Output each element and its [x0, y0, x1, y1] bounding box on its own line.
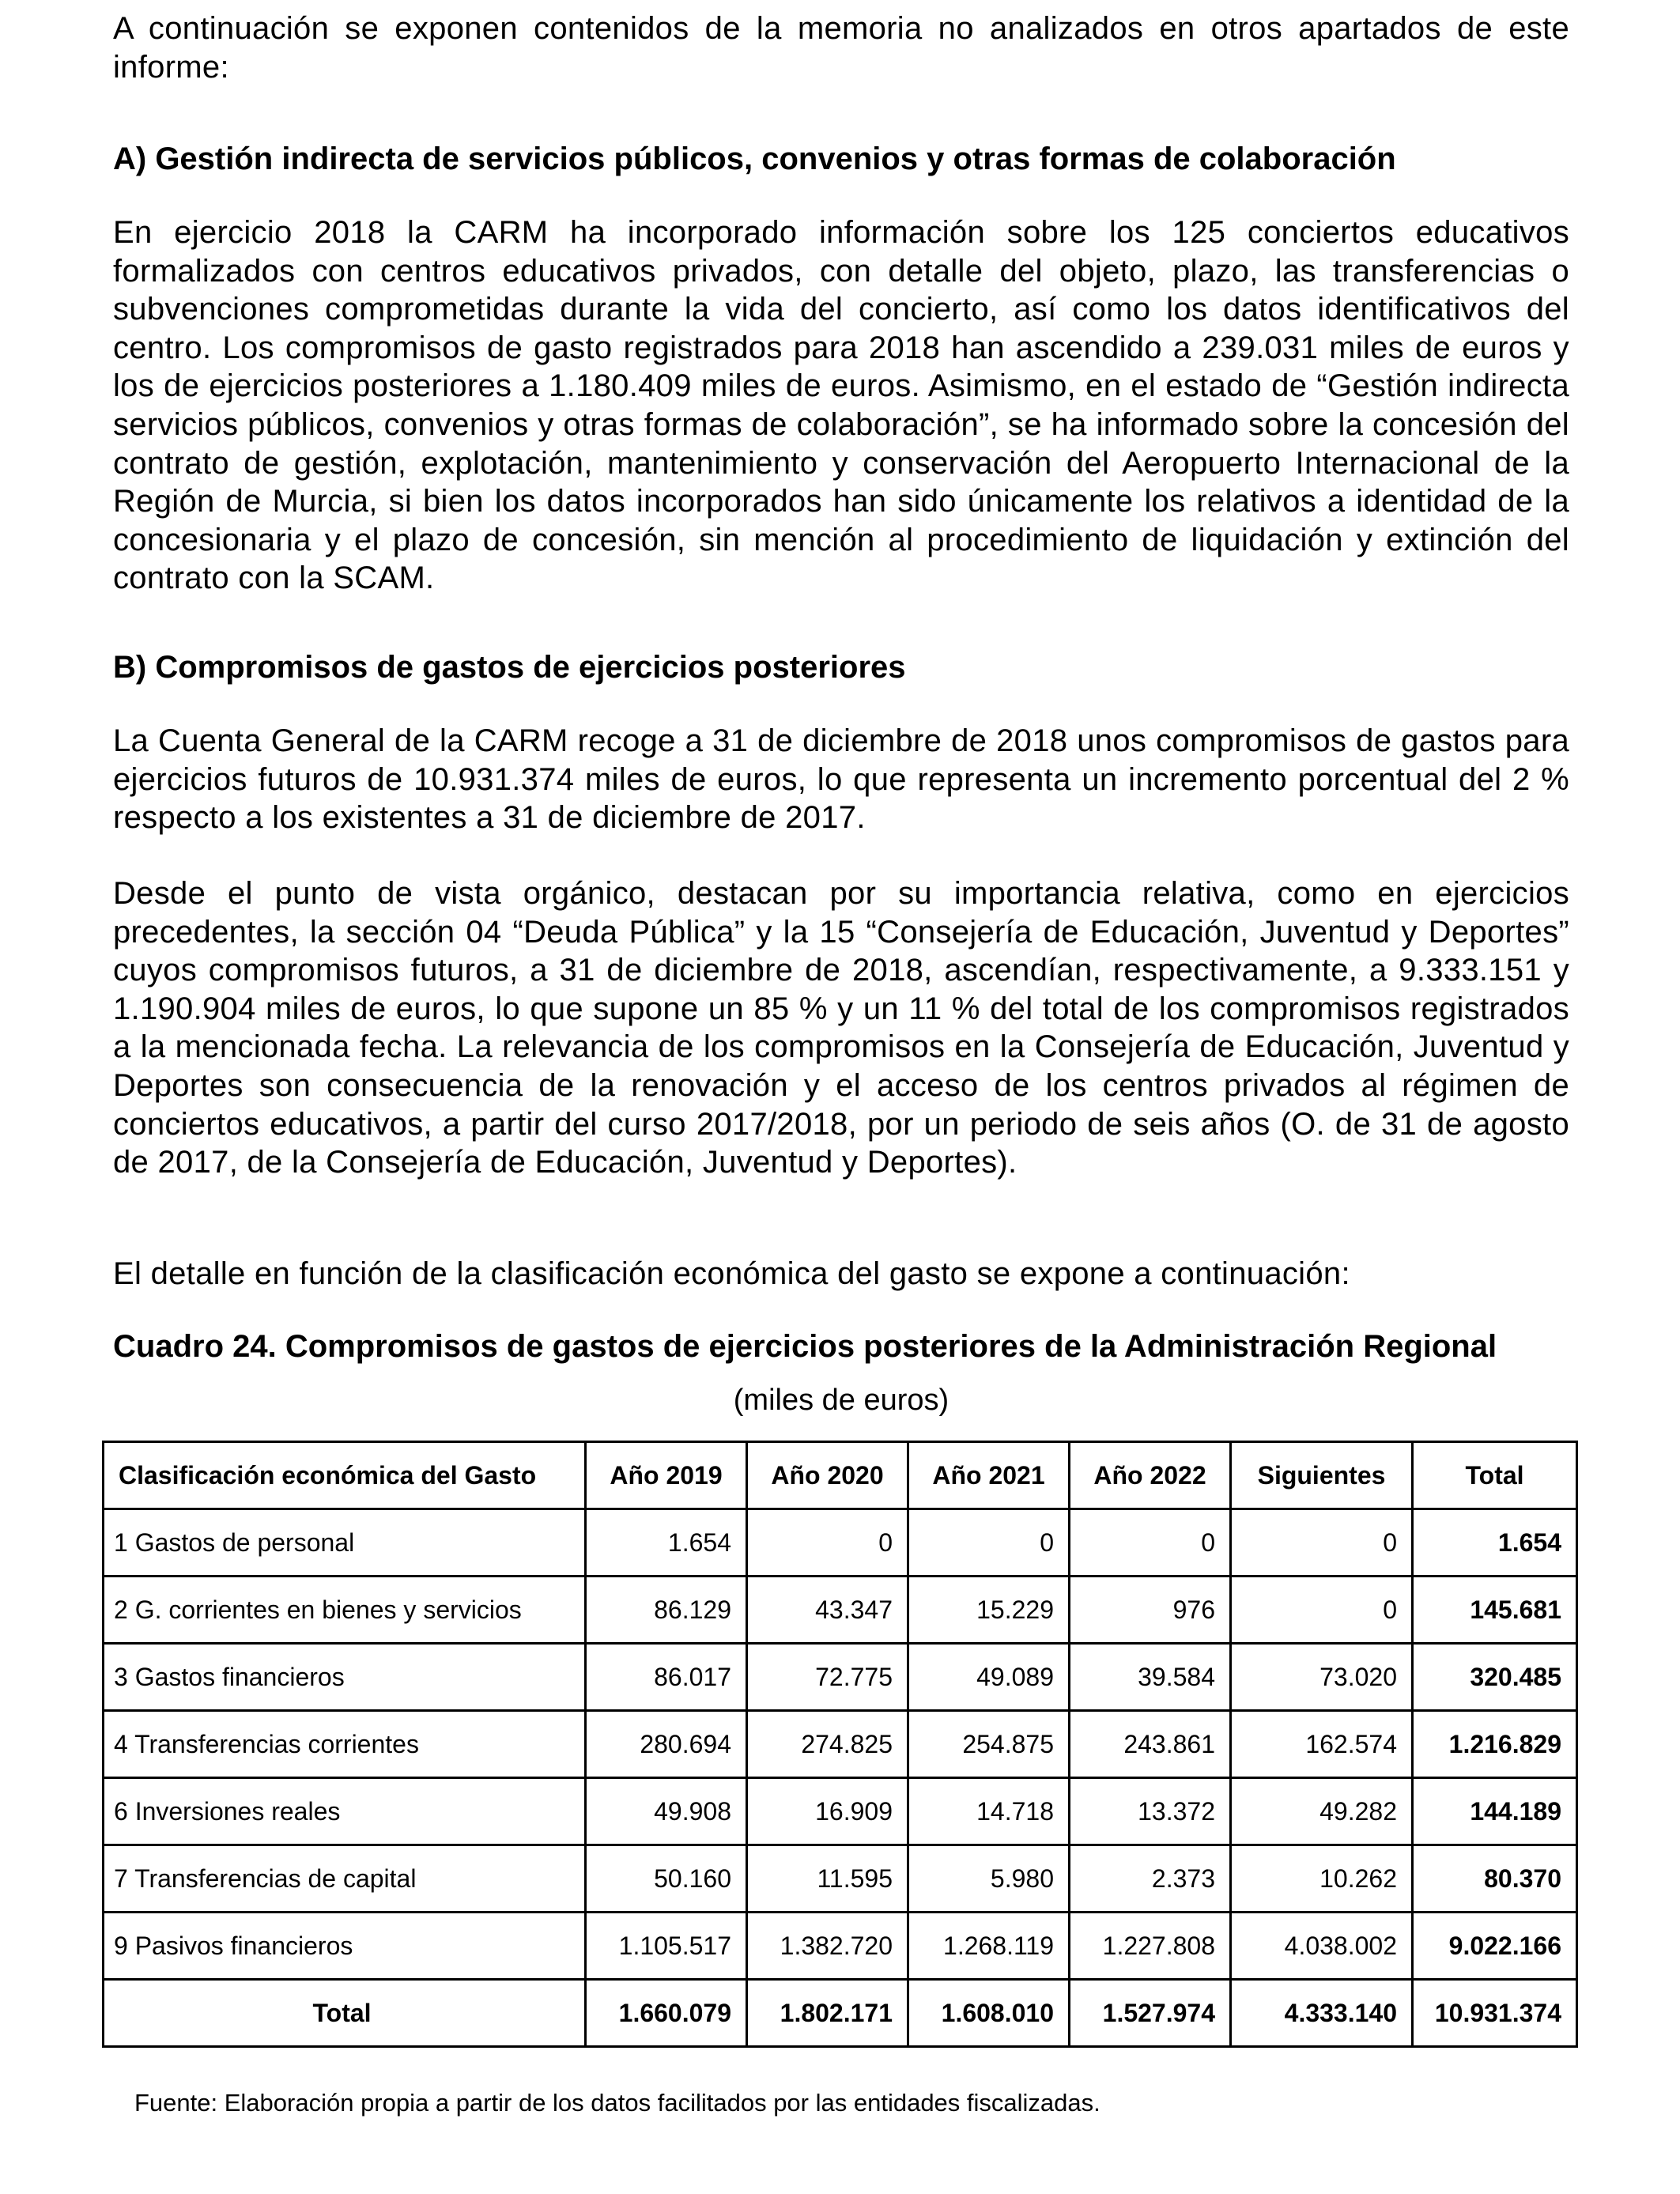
- cell-2021: 5.980: [908, 1845, 1070, 1913]
- header-2022: Año 2022: [1070, 1442, 1231, 1509]
- cell-2019: 86.017: [586, 1644, 747, 1711]
- total-2020: 1.802.171: [747, 1980, 908, 2047]
- total-2022: 1.527.974: [1070, 1980, 1231, 2047]
- cell-2022: 39.584: [1070, 1644, 1231, 1711]
- cell-2020: 274.825: [747, 1711, 908, 1778]
- cell-2022: 243.861: [1070, 1711, 1231, 1778]
- cell-2019: 49.908: [586, 1778, 747, 1845]
- table-header-row: [104, 1442, 1577, 1509]
- total-2019: 1.660.079: [586, 1980, 747, 2047]
- cell-siguientes: 10.262: [1231, 1845, 1413, 1913]
- table-source-note: Fuente: Elaboración propia a partir de los datos facilitados por las entidades fiscalizadas.: [134, 2089, 1100, 2117]
- table-caption: Cuadro 24. Compromisos de gastos de ejercicios posteriores de la Administración Regional: [113, 1329, 1497, 1364]
- cell-2021: 15.229: [908, 1577, 1070, 1644]
- section-b-paragraph-2: Desde el punto de vista orgánico, destacan por su importancia relativa, como en ejercicios precedentes, la sección 04 “Deuda Pública” y la 15 “Consejería de Educación, Juventud y Deportes” cuyos compromisos futuros, a 31 de diciembre de 2018, ascendían, respectivamente, a 9.333.151 y 1.190.904 miles de euros, lo que supone un 85 % y un 11 % del total de los compromisos registrados a la mencionada fecha. La relevancia de los compromisos en la Consejería de Educación, Juventud y Deportes son consecuencia de la renovación y el acceso de los centros privados al régimen de conciertos educativos, a partir del curso 2017/2018, por un periodo de seis años (O. de 31 de agosto de 2017, de la Consejería de Educación, Juventud y Deportes).: [113, 876, 1569, 1180]
- cell-total: 1.654: [1413, 1509, 1577, 1577]
- cell-2020: 0: [747, 1509, 908, 1577]
- cell-2022: 976: [1070, 1577, 1231, 1644]
- table-row: [104, 1644, 1577, 1711]
- intro-paragraph: A continuación se exponen contenidos de la memoria no analizados en otros apartados de este informe:: [113, 11, 1569, 85]
- header-siguientes: Siguientes: [1231, 1442, 1413, 1509]
- table-total-row: [104, 1980, 1577, 2047]
- cell-siguientes: 4.038.002: [1231, 1913, 1413, 1980]
- section-b-paragraph-3: El detalle en función de la clasificación económica del gasto se expone a continuación:: [113, 1256, 1350, 1291]
- cell-total: 9.022.166: [1413, 1913, 1577, 1980]
- cell-total: 1.216.829: [1413, 1711, 1577, 1778]
- row-label: 3 Gastos financieros: [104, 1644, 586, 1711]
- cell-siguientes: 162.574: [1231, 1711, 1413, 1778]
- cell-total: 145.681: [1413, 1577, 1577, 1644]
- cell-siguientes: 73.020: [1231, 1644, 1413, 1711]
- table-row: [104, 1845, 1577, 1913]
- total-label: Total: [104, 1980, 586, 2047]
- row-label: 7 Transferencias de capital: [104, 1845, 586, 1913]
- section-a-heading: A) Gestión indirecta de servicios públicos, convenios y otras formas de colaboración: [113, 142, 1396, 176]
- total-siguientes: 4.333.140: [1231, 1980, 1413, 2047]
- table-row: [104, 1778, 1577, 1845]
- cell-total: 144.189: [1413, 1778, 1577, 1845]
- header-2019: Año 2019: [586, 1442, 747, 1509]
- cell-total: 320.485: [1413, 1644, 1577, 1711]
- table-row: [104, 1711, 1577, 1778]
- cell-2022: 13.372: [1070, 1778, 1231, 1845]
- table-row: [104, 1913, 1577, 1980]
- cell-2022: 0: [1070, 1509, 1231, 1577]
- row-label: 6 Inversiones reales: [104, 1778, 586, 1845]
- cell-total: 80.370: [1413, 1845, 1577, 1913]
- section-b-paragraph-1: La Cuenta General de la CARM recoge a 31 de diciembre de 2018 unos compromisos de gastos para ejercicios futuros de 10.931.374 miles de euros, lo que representa un incremento porcentual del 2 % respecto a los existentes a 31 de diciembre de 2017.: [113, 723, 1569, 836]
- cell-2020: 16.909: [747, 1778, 908, 1845]
- cell-2022: 2.373: [1070, 1845, 1231, 1913]
- cell-2019: 1.105.517: [586, 1913, 747, 1980]
- header-total: Total: [1413, 1442, 1577, 1509]
- row-label: 4 Transferencias corrientes: [104, 1711, 586, 1778]
- cell-2020: 1.382.720: [747, 1913, 908, 1980]
- cell-2020: 43.347: [747, 1577, 908, 1644]
- cell-2019: 86.129: [586, 1577, 747, 1644]
- section-b-heading: B) Compromisos de gastos de ejercicios posteriores: [113, 650, 906, 685]
- cell-2020: 72.775: [747, 1644, 908, 1711]
- row-label: 9 Pasivos financieros: [104, 1913, 586, 1980]
- cell-2021: 254.875: [908, 1711, 1070, 1778]
- header-2020: Año 2020: [747, 1442, 908, 1509]
- cell-2019: 280.694: [586, 1711, 747, 1778]
- cell-2019: 50.160: [586, 1845, 747, 1913]
- cell-2021: 49.089: [908, 1644, 1070, 1711]
- cell-siguientes: 49.282: [1231, 1778, 1413, 1845]
- cell-2019: 1.654: [586, 1509, 747, 1577]
- header-2021: Año 2021: [908, 1442, 1070, 1509]
- table-row: [104, 1509, 1577, 1577]
- cell-2021: 0: [908, 1509, 1070, 1577]
- cell-siguientes: 0: [1231, 1509, 1413, 1577]
- cell-2021: 14.718: [908, 1778, 1070, 1845]
- cell-2021: 1.268.119: [908, 1913, 1070, 1980]
- cell-siguientes: 0: [1231, 1577, 1413, 1644]
- total-2021: 1.608.010: [908, 1980, 1070, 2047]
- row-label: 1 Gastos de personal: [104, 1509, 586, 1577]
- header-classification: Clasificación económica del Gasto: [104, 1442, 586, 1509]
- section-a-paragraph: En ejercicio 2018 la CARM ha incorporado información sobre los 125 conciertos educativos formalizados con centros educativos privados, con detalle del objeto, plazo, las transferencias o subvenciones comprometidas durante la vida del concierto, así como los datos identificativos del centro. Los compromisos de gasto registrados para 2018 han ascendido a 239.031 miles de euros y los de ejercicios posteriores a 1.180.409 miles de euros. Asimismo, en el estado de “Gestión indirecta servicios públicos, convenios y otras formas de colaboración”, se ha informado sobre la concesión del contrato de gestión, explotación, mantenimiento y conservación del Aeropuerto Internacional de la Región de Murcia, si bien los datos incorporados han sido únicamente los relativos a identidad de la concesionaria y el plazo de concesión, sin mención al procedimiento de liquidación y extinción del contrato con la SCAM.: [113, 215, 1569, 596]
- row-label: 2 G. corrientes en bienes y servicios: [104, 1577, 586, 1644]
- cell-2022: 1.227.808: [1070, 1913, 1231, 1980]
- commitments-table: [102, 1441, 1578, 2048]
- cell-2020: 11.595: [747, 1845, 908, 1913]
- table-units: (miles de euros): [733, 1384, 949, 1417]
- total-grand: 10.931.374: [1413, 1980, 1577, 2047]
- table-row: [104, 1577, 1577, 1644]
